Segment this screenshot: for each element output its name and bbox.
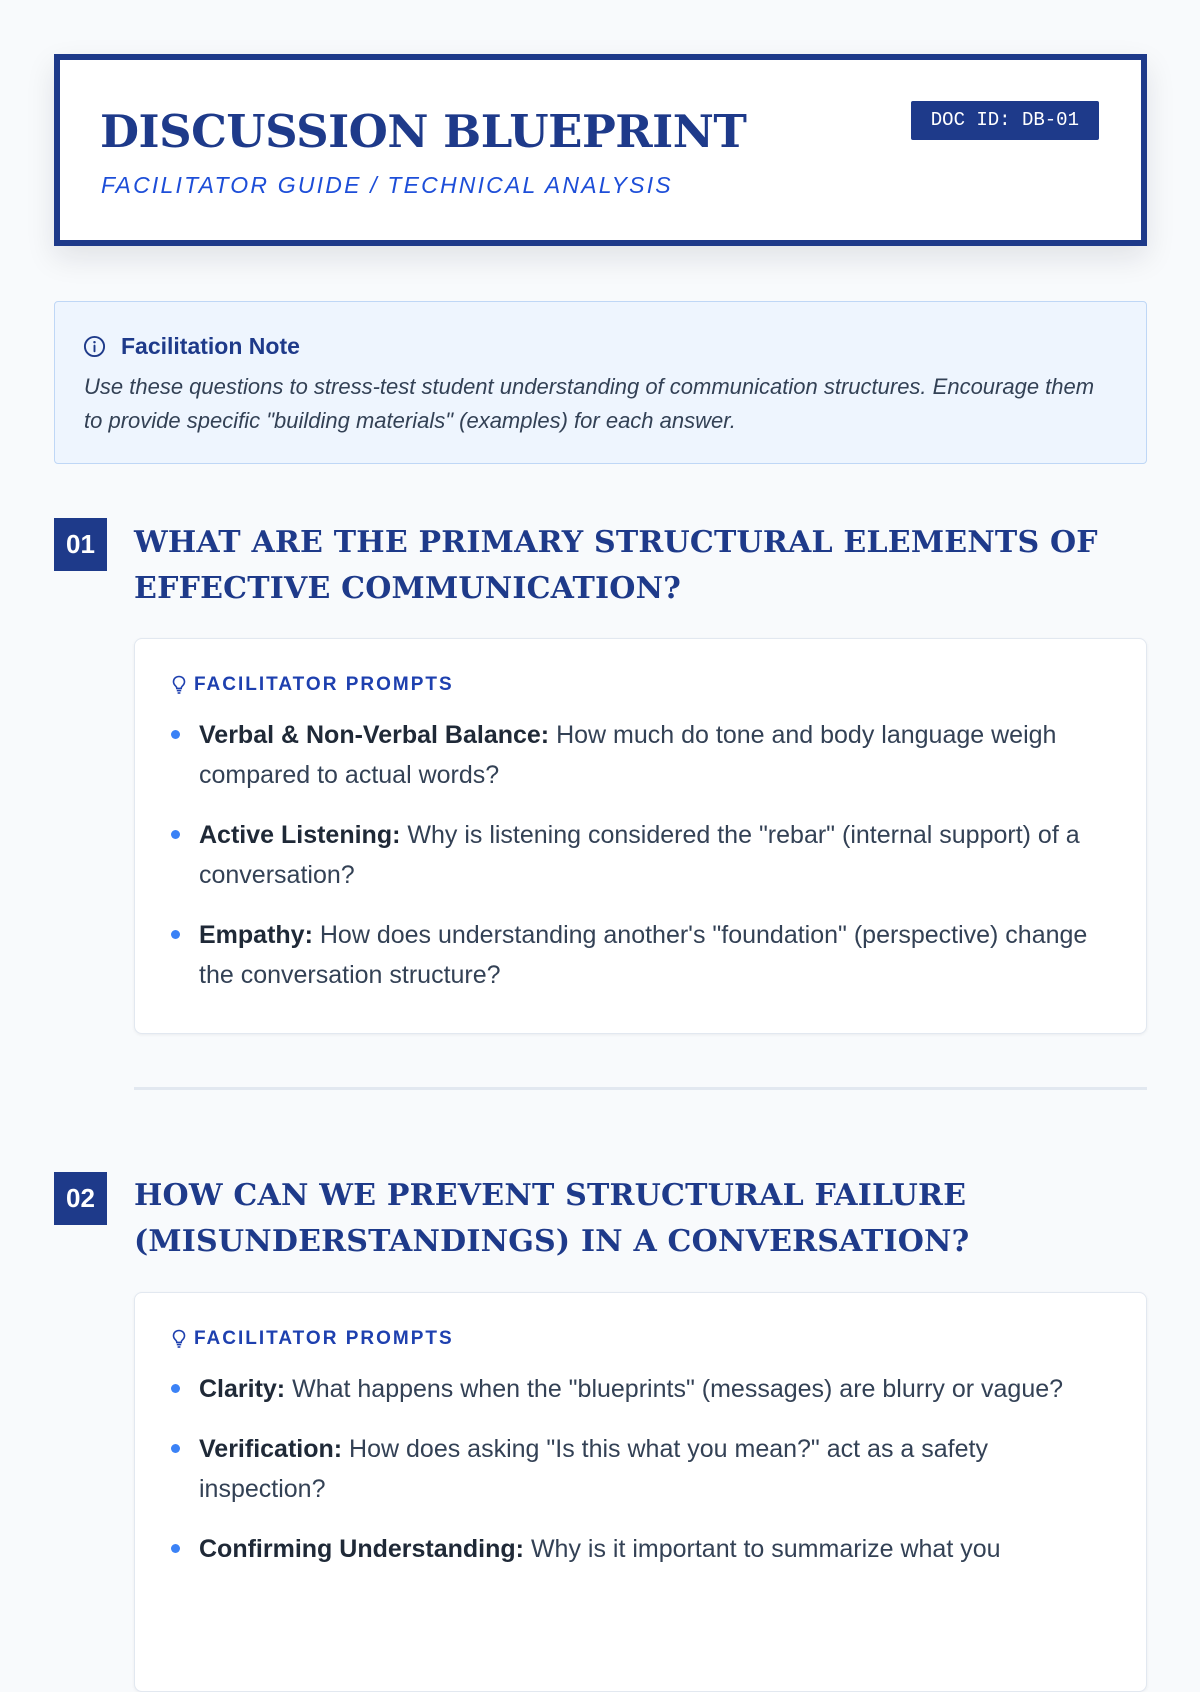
prompt-term: Confirming Understanding: bbox=[199, 1535, 524, 1563]
prompts-label: FACILITATOR PROMPTS bbox=[194, 674, 454, 695]
page-title: DISCUSSION BLUEPRINT bbox=[100, 105, 747, 158]
prompt-text: How does asking "Is this what you mean?" act as a safety inspection? bbox=[199, 1435, 988, 1503]
prompt-term: Active Listening: bbox=[199, 821, 401, 849]
prompt-item bbox=[171, 1369, 1111, 1409]
prompt-list bbox=[171, 1369, 1111, 1589]
info-icon bbox=[83, 335, 106, 358]
prompt-term: Empathy: bbox=[199, 921, 313, 949]
bullet-icon bbox=[171, 830, 180, 839]
prompt-text: Why is it important to summarize what you bbox=[530, 1535, 1001, 1563]
bullet-icon bbox=[171, 730, 180, 739]
lightbulb-icon bbox=[171, 675, 187, 695]
prompts-label: FACILITATOR PROMPTS bbox=[194, 1328, 454, 1349]
bullet-icon bbox=[171, 1444, 180, 1453]
note-body: Use these questions to stress-test student understanding of communication structures. Encourage them to provide specific "building materials" (examples) for each answer. bbox=[84, 374, 1095, 433]
document-header bbox=[54, 54, 1147, 246]
prompt-text: How much do tone and body language weigh compared to actual words? bbox=[199, 721, 1057, 789]
prompt-item bbox=[171, 815, 1111, 895]
prompt-item bbox=[171, 1529, 1111, 1569]
question-number-badge: 02 bbox=[54, 1172, 107, 1225]
prompt-term: Verification: bbox=[199, 1435, 343, 1463]
question-title: HOW CAN WE PREVENT STRUCTURAL FAILURE (MISUNDERSTANDINGS) IN A CONVERSATION? bbox=[134, 1178, 970, 1259]
prompt-term: Clarity: bbox=[199, 1375, 286, 1403]
note-title: Facilitation Note bbox=[121, 332, 300, 359]
lightbulb-icon bbox=[171, 1329, 187, 1349]
prompt-item bbox=[171, 1429, 1111, 1509]
question-title: WHAT ARE THE PRIMARY STRUCTURAL ELEMENTS OF EFFECTIVE COMMUNICATION? bbox=[134, 525, 1098, 606]
page-subtitle: FACILITATOR GUIDE / TECHNICAL ANALYSIS bbox=[101, 172, 673, 198]
prompt-term: Verbal & Non-Verbal Balance: bbox=[199, 721, 550, 749]
bullet-icon bbox=[171, 1544, 180, 1553]
bullet-icon bbox=[171, 930, 180, 939]
bullet-icon bbox=[171, 1384, 180, 1393]
prompt-text: How does understanding another's "foundation" (perspective) change the conversation structure? bbox=[199, 921, 1088, 989]
prompt-text: What happens when the "blueprints" (messages) are blurry or vague? bbox=[292, 1375, 1064, 1403]
doc-id-badge: DOC ID: DB-01 bbox=[911, 101, 1099, 140]
question-number-badge: 01 bbox=[54, 518, 107, 571]
facilitator-prompts-card bbox=[134, 638, 1147, 1034]
facilitation-note bbox=[54, 301, 1147, 464]
facilitator-prompts-card bbox=[134, 1292, 1147, 1692]
prompts-header bbox=[171, 1327, 454, 1351]
section-divider bbox=[134, 1087, 1147, 1090]
note-header bbox=[83, 330, 300, 362]
prompt-item bbox=[171, 715, 1111, 795]
prompt-item bbox=[171, 915, 1111, 995]
prompt-text: Why is listening considered the "rebar" (internal support) of a conversation? bbox=[199, 821, 1080, 889]
prompt-list bbox=[171, 715, 1111, 1015]
prompts-header bbox=[171, 673, 454, 697]
